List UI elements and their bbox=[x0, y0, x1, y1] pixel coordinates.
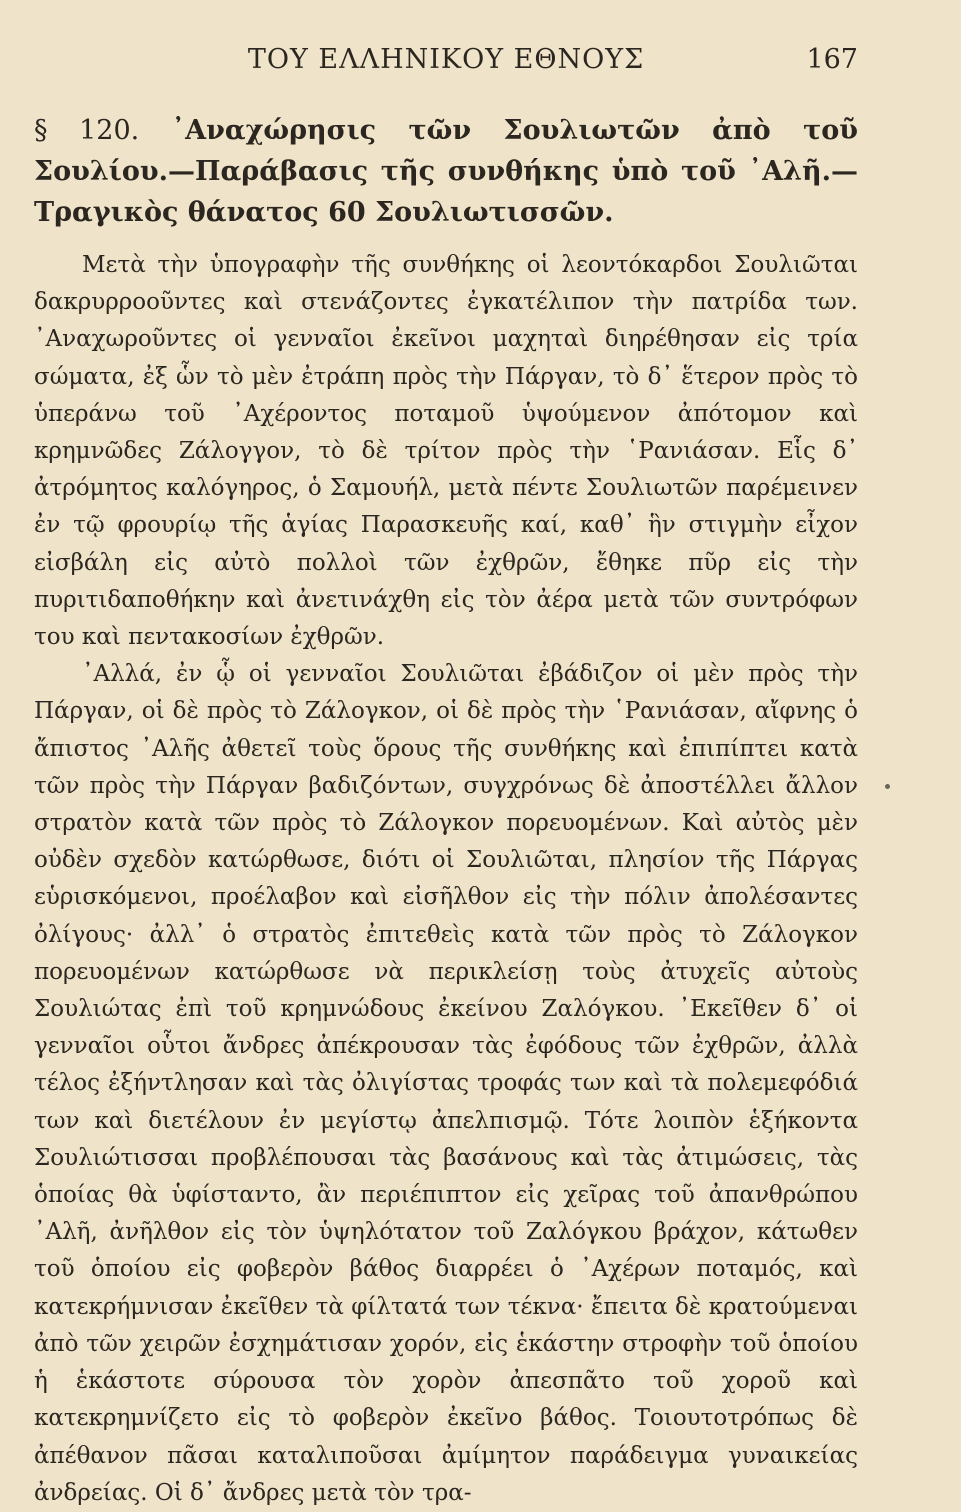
page-number: 167 bbox=[806, 44, 858, 75]
paragraph-1: Μετὰ τὴν ὑπογραφὴν τῆς συνθήκης οἱ λεοντόκαρδοι Σουλιῶται δακρυρροοῦντες καὶ στενάζοντες ἐγκατέλιπον τὴν πατρίδα των. ᾿Αναχωροῦντες οἱ γενναῖοι ἐκεῖνοι μαχηταὶ διηρέθησαν εἰς τρία σώματα, ἐξ ὧν τὸ μὲν ἐτράπη πρὸς τὴν Πάργαν, τὸ δ᾿ ἕτερον πρὸς τὸ ὑπεράνω τοῦ ᾿Αχέροντος ποταμοῦ ὑψούμενον ἀπότομον καὶ κρημνῶδες Ζάλογγον, τὸ δὲ τρίτον πρὸς τὴν ῾Ρανιάσαν. Εἷς δ᾿ ἀτρόμητος καλόγηρος, ὁ Σαμουήλ, μετὰ πέντε Σουλιωτῶν παρέμεινεν ἐν τῷ φρουρίῳ τῆς ἁγίας Παρασκευῆς καί, καθ᾿ ἣν στιγμὴν εἶχον εἰσβάλη εἰς αὐτὸ πολλοὶ τῶν ἐχθρῶν, ἔθηκε πῦρ εἰς τὴν πυριτιδαποθήκην καὶ ἀνετινάχθη εἰς τὸν ἀέρα μετὰ τῶν συντρόφων του καὶ πεντακοσίων ἐχθρῶν. bbox=[34, 252, 858, 651]
section-heading bbox=[34, 110, 858, 233]
section-title: ᾿Αναχώρησις τῶν Σουλιωτῶν ἀπὸ τοῦ Σουλίου.—Παράβασις τῆς συνθήκης ὑπὸ τοῦ ᾿Αλῆ.—Τραγικὸς θάνατος 60 Σουλιωτισσῶν. bbox=[34, 115, 859, 228]
running-head bbox=[34, 40, 858, 90]
running-title: ΤΟΥ ΕΛΛΗΝΙΚΟΥ ΕΘΝΟΥΣ bbox=[247, 44, 645, 75]
ink-speck bbox=[885, 784, 890, 789]
paragraph-2: ᾿Αλλά, ἐν ᾧ οἱ γενναῖοι Σουλιῶται ἐβάδιζον οἱ μὲν πρὸς τὴν Πάργαν, οἱ δὲ πρὸς τὸ Ζάλογκον, οἱ δὲ πρὸς τὴν ῾Ρανιάσαν, αἴφνης ὁ ἄπιστος ᾿Αλῆς ἀθετεῖ τοὺς ὅρους τῆς συνθήκης καὶ ἐπιπίπτει κατὰ τῶν πρὸς τὴν Πάργαν βαδιζόντων, συγχρόνως δὲ ἀποστέλλει ἄλλον στρατὸν κατὰ τῶν πρὸς τὸ Ζάλογκον πορευομένων. Καὶ αὐτὸς μὲν οὐδὲν σχεδὸν κατώρθωσε, διότι οἱ Σουλιῶται, πλησίον τῆς Πάργας εὑρισκόμενοι, προέλαβον καὶ εἰσῆλθον εἰς τὴν πόλιν ἀπολέσαντες ὀλίγους· ἀλλ᾿ ὁ στρατὸς ἐπιτεθεὶς κατὰ τῶν πρὸς τὸ Ζάλογκον πορευομένων κατώρθωσε νὰ περικλείσῃ τοὺς ἀτυχεῖς αὐτοὺς Σουλιώτας ἐπὶ τοῦ κρημνώδους ἐκείνου Ζαλόγκου. ᾿Εκεῖθεν δ᾿ οἱ γενναῖοι οὗτοι ἄνδρες ἀπέκρουσαν τὰς ἐφόδους τῶν ἐχθρῶν, ἀλλὰ τέλος ἐξήντλησαν καὶ τὰς ὀλιγίστας τροφάς των καὶ τὰ πολεμεφόδιά των καὶ διετέλουν ἐν μεγίστῳ ἀπελπισμῷ. Τότε λοιπὸν ἑξήκοντα Σουλιώτισσαι προβλέπουσαι τὰς βασάνους καὶ τὰς ἀτιμώσεις, τὰς ὁποίας θὰ ὑφίσταντο, ἂν περιέπιπτον εἰς χεῖρας τοῦ ἀπανθρώπου ᾿Αλῆ, ἀνῆλθον εἰς τὸν ὑψηλότατον τοῦ Ζαλόγκου βράχον, κάτωθεν τοῦ ὁποίου εἰς φοβερὸν βάθος διαρρέει ὁ ᾿Αχέρων ποταμός, καὶ κατεκρήμνισαν ἐκεῖθεν τὰ φίλτατά των τέκνα· ἔπειτα δὲ κρατούμεναι ἀπὸ τῶν χειρῶν ἐσχημάτισαν χορόν, εἰς ἑκάστην στροφὴν τοῦ ὁποίου ἡ ἑκάστοτε σύρουσα τὸν χορὸν ἀπεσπᾶτο τοῦ χοροῦ καὶ κατεκρημνίζετο εἰς τὸ φοβερὸν ἐκεῖνο βάθος. Τοιουτοτρόπως δὲ ἀπέθανον πᾶσαι καταλιποῦσαι ἀμίμητον παράδειγμα γυναικείας ἀνδρείας. Οἱ δ᾿ ἄνδρες μετὰ τὸν τρα- bbox=[34, 661, 858, 1506]
book-page bbox=[34, 40, 859, 1506]
section-number: § 120. bbox=[34, 115, 140, 146]
